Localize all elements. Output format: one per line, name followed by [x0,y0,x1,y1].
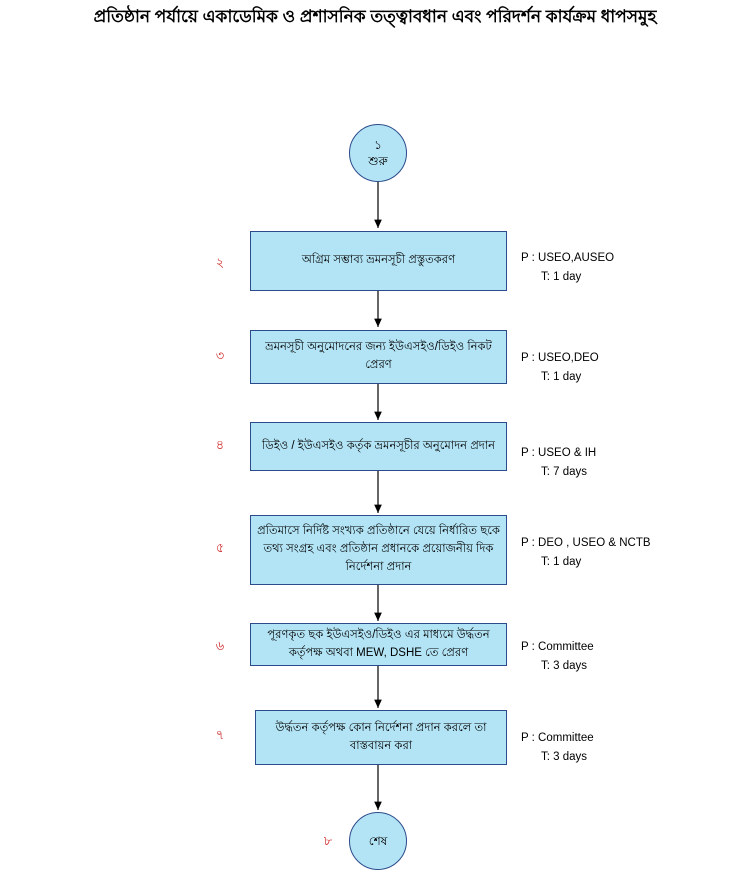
node-start[interactable] [349,124,407,182]
side-note-7-p: P : Committee [521,732,594,745]
side-note-4-t: T: 7 days [541,465,588,478]
node-send-for-approval[interactable] [250,330,507,384]
side-note-6-t: T: 3 days [541,659,588,672]
side-note-2-p: P : USEO,AUSEO [521,252,615,265]
node-start-step: ১ [374,137,382,152]
node-prepare-schedule-label: অগ্রিম সম্ভাব্য ভ্রমনসূচী প্রস্তুতকরণ [301,254,456,267]
node-monthly-visit[interactable] [250,515,507,585]
side-note-5 [521,516,736,590]
node-implement-directives-label: উর্দ্ধতন কর্তৃপক্ষ কোন নির্দেশনা প্রদান করলে তা বাস্তবায়ন করা [275,721,487,752]
node-monthly-visit-label: প্রতিমাসে নির্দিষ্ট সংখ্যক প্রতিষ্ঠানে যেয়ে নির্ধারিত ছকে তথ্য সংগ্রহ এবং প্রতিষ্ঠান প্রধানকে প্রয়োজনীয় দিক নির্দেশনা প্রদান [257,525,500,573]
side-note-5-p: P : DEO , USEO & NCTB [521,537,651,550]
side-note-7 [521,711,731,785]
node-end-label: শেষ [368,833,388,848]
side-note-6-p: P : Committee [521,641,594,654]
side-note-4-p: P : USEO & IH [521,447,597,460]
node-approval-granted-label: ডিইও / ইউএসইও কর্তৃক ভ্রমনসূচীর অনুমোদন প্রদান [261,439,496,452]
node-send-filled-form[interactable] [250,623,507,666]
side-note-3-t: T: 1 day [541,370,582,383]
side-note-2-t: T: 1 day [541,270,582,283]
step-number-6: ৬ [215,638,225,653]
step-number-5: ৫ [215,540,225,555]
step-number-8: ৮ [323,833,333,848]
node-send-for-approval-label: ভ্রমনসূচী অনুমোদনের জন্য ইউএসইও/ডিইও নিকট প্রেরণ [265,341,492,371]
node-prepare-schedule[interactable] [250,231,507,291]
step-number-7: ৭ [215,727,225,742]
side-note-3-p: P : USEO,DEO [521,352,599,365]
step-number-2: ২ [215,255,225,270]
side-note-5-t: T: 1 day [541,555,582,568]
node-end[interactable] [349,812,407,870]
side-note-6 [521,620,731,694]
step-number-3: ৩ [215,348,225,363]
side-note-2 [521,231,731,305]
side-note-4 [521,426,731,500]
side-note-3 [521,331,731,405]
node-implement-directives[interactable] [255,710,507,765]
page-title: প্রতিষ্ঠান পর্যায়ে একাডেমিক ও প্রশাসনিক তত্ত্বাবধান এবং পরিদর্শন কার্যক্রম ধাপসমুহ [93,7,657,26]
node-start-label: শুরু [368,154,388,168]
step-number-4: ৪ [215,437,225,452]
side-note-7-t: T: 3 days [541,750,588,763]
node-send-filled-form-label: পূরণকৃত ছক ইউএসইও/ডিইও এর মাধ্যমে উর্দ্ধতন কর্তৃপক্ষ অথবা MEW, DSHE তে প্রেরণ [267,628,490,659]
node-approval-granted[interactable] [250,422,507,471]
